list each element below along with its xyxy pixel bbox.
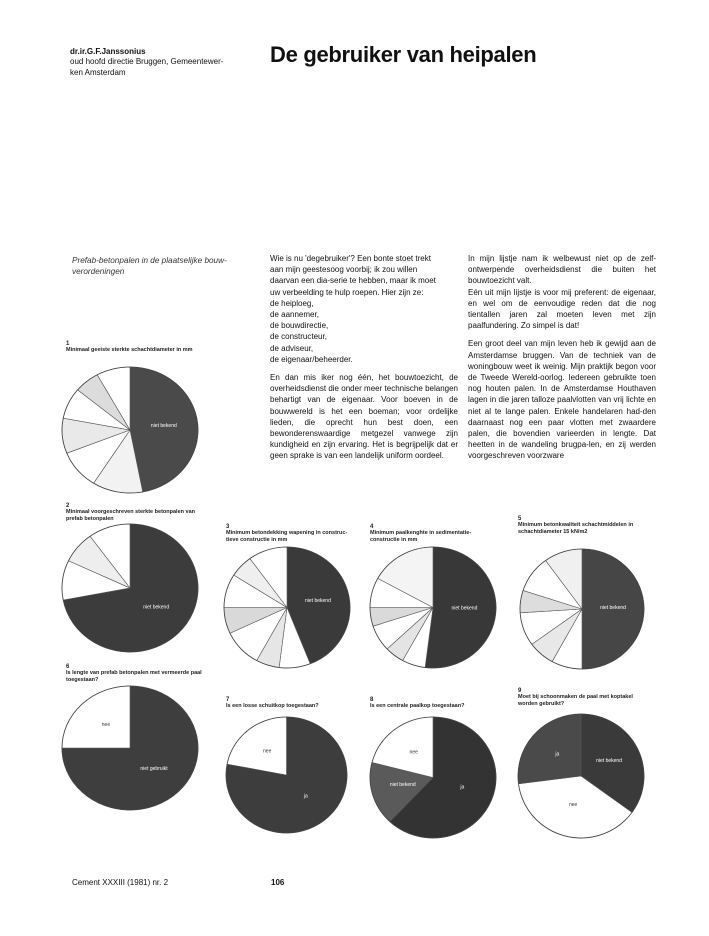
slice-label: niet bekend <box>143 604 170 611</box>
text-line: aan mijn geestesoog voorbij; ik zou willen <box>270 265 418 275</box>
footer-page-number: 106 <box>271 878 285 887</box>
column2-paragraph2: Eén uit mijn lijstje is voor mij preferent: de eigenaar, en wel om de eenvoudige reden dat die nog tientallen jaren zal moeten leven met zijn paalfundering. Zo simpel is dat! <box>468 287 656 331</box>
pie-chart-9 <box>516 712 646 840</box>
text-line: de constructeur, <box>270 332 327 342</box>
text-line: de adviseur, <box>270 343 314 353</box>
column1-paragraph1 <box>270 253 458 365</box>
text-line: uw verbeelding te hulp roepen. Hier zijn ze: <box>270 287 424 297</box>
chart-number: 1 <box>66 341 70 347</box>
column2-paragraph3: Een groot deel van mijn leven heb ik gewijd aan de Amsterdamse bruggen. Van de techniek van de woningbouw weet ik weinig. Mijn praktijk begon voor de Tweede Wereld-oorlog. Iedereen gebruikte toen nog houten palen. In de Amsterdamse Houthaven lagen in die jaren talloze paalvlotten van vrij lichte en niet al te lange palen. Enkele handelaren had-den daarnaast nog een paar vlotten met zwaardere palen, die bovendien varieerden in lengte. Dat heetten in de wandeling brugpa-len, en zij werden voorgeschreven voorzware <box>468 339 656 461</box>
chart-number: 3 <box>226 524 230 530</box>
column2-paragraph1: In mijn lijstje nam ik welbewust niet op de zelf-ontwerpende overheidsdienst die buiten het bouwtoezicht valt. <box>468 254 656 286</box>
slice-label: niet bekend <box>389 781 416 788</box>
pie-chart-7 <box>224 715 349 835</box>
slice-label: nee <box>409 749 418 756</box>
pie-chart-4 <box>368 545 498 670</box>
author-affiliation-line1: oud hoofd directie Bruggen, Gemeentewer- <box>70 57 224 66</box>
chart-title: Is een centrale paalkop toegestaan? <box>370 703 465 709</box>
chart-7-header <box>226 697 356 710</box>
body-column-2 <box>468 253 656 469</box>
chart-title: Minimum betondekking wapening in construc- tieve constructie in mm <box>226 530 348 543</box>
author-name: dr.ir.G.F.Janssonius <box>70 47 146 56</box>
footer-journal: Cement XXXIII (1981) nr. 2 <box>72 878 169 887</box>
chart-title: Minimaal geeiste sterkte schachtdiameter in mm <box>66 347 193 353</box>
chart-number: 4 <box>370 524 374 530</box>
pie-slice <box>130 367 198 492</box>
slice-label: ja <box>303 793 308 800</box>
author-affiliation-line2: ken Amsterdam <box>70 68 126 77</box>
pie-chart-2 <box>60 522 200 654</box>
column1-paragraph2: En dan mis iker nog één, het bouwtoezicht, de overheidsdienst die onder meer technische belangen behartigt van de eigenaar. Voor boeven in de bouwwereld is het een boeman; voor ordelijke lieden, die oprecht hun best doen, een bewonderenswaardige metgezel vanwege zijn kundigheid en zijn ervaring. Het is begrijpelijk dat er geen sprake is van een landelijk uniform oordeel. <box>270 373 458 461</box>
pie-slice <box>62 686 130 748</box>
chart-9-header <box>518 688 648 707</box>
slice-label: nee <box>101 722 111 729</box>
chart-number: 9 <box>518 688 522 694</box>
chart-title: Minimaal voorgeschreven sterkte betonpalen van prefab betonpalen <box>66 509 195 522</box>
figure-caption <box>72 255 247 277</box>
text-line: Wie is nu 'degebruiker'? Een bonte stoet trekt <box>270 254 431 263</box>
pie-chart-8 <box>368 715 498 840</box>
chart-title: Moet bij schoonmaken de paal met koptakel worden gebruikt? <box>518 694 633 707</box>
chart-title: Is een losse schuitkop toegestaan? <box>226 703 319 709</box>
chart-title: Minimum paalkenghte in sedimentatie- constructie in mm <box>370 530 472 543</box>
chart-3-header <box>226 524 356 543</box>
pie-chart-3 <box>222 545 352 670</box>
chart-title: Is lengte van prefab betonpalen met vermeerde paal toegestaan? <box>66 670 202 683</box>
slice-label: niet gebruikt <box>140 765 168 772</box>
chart-number: 7 <box>226 697 230 703</box>
chart-title: Minimum betonkwaliteit schachtmiddelen in schachtdiameter 15 kN/m2 <box>518 522 634 535</box>
author-block <box>70 47 260 78</box>
chart-1-header <box>66 341 206 354</box>
slice-label: nee <box>263 748 272 755</box>
chart-2-header <box>66 503 206 522</box>
chart-8-header <box>370 697 500 710</box>
chart-number: 8 <box>370 697 374 703</box>
text-line: de bouwdirectie, <box>270 321 329 331</box>
slice-label: niet bekend <box>150 423 177 430</box>
text-line: de aannemer, <box>270 310 319 320</box>
text-line: de eigenaar/beheerder. <box>270 354 353 364</box>
chart-4-header <box>370 524 500 543</box>
slice-label: ja <box>460 784 465 791</box>
article-title: De gebruiker van heipalen <box>270 42 537 67</box>
text-line: daarvan een dia-serie te hebben, maar ik moet <box>270 276 436 286</box>
chart-5-header <box>518 516 648 535</box>
slice-label: niet bekend <box>596 757 622 764</box>
chart-number: 5 <box>518 516 522 522</box>
caption-line1: Prefab-betonpalen in de plaatselijke bouw- <box>72 256 227 265</box>
chart-6-header <box>66 664 206 683</box>
slice-label: ja <box>555 751 560 758</box>
pie-slice <box>518 714 581 784</box>
pie-chart-6 <box>60 684 200 812</box>
slice-label: nee <box>568 802 578 809</box>
pie-chart-5 <box>518 547 646 671</box>
caption-line2: verordeningen <box>72 267 125 276</box>
pie-chart-1 <box>60 365 200 495</box>
slice-label: niet bekend <box>600 605 626 611</box>
slice-label: niet bekend <box>305 597 331 604</box>
chart-number: 2 <box>66 503 70 509</box>
text-line: de heiploeg, <box>270 298 314 308</box>
slice-label: niet bekend <box>451 605 478 612</box>
chart-number: 6 <box>66 664 70 670</box>
body-column-1 <box>270 253 458 469</box>
